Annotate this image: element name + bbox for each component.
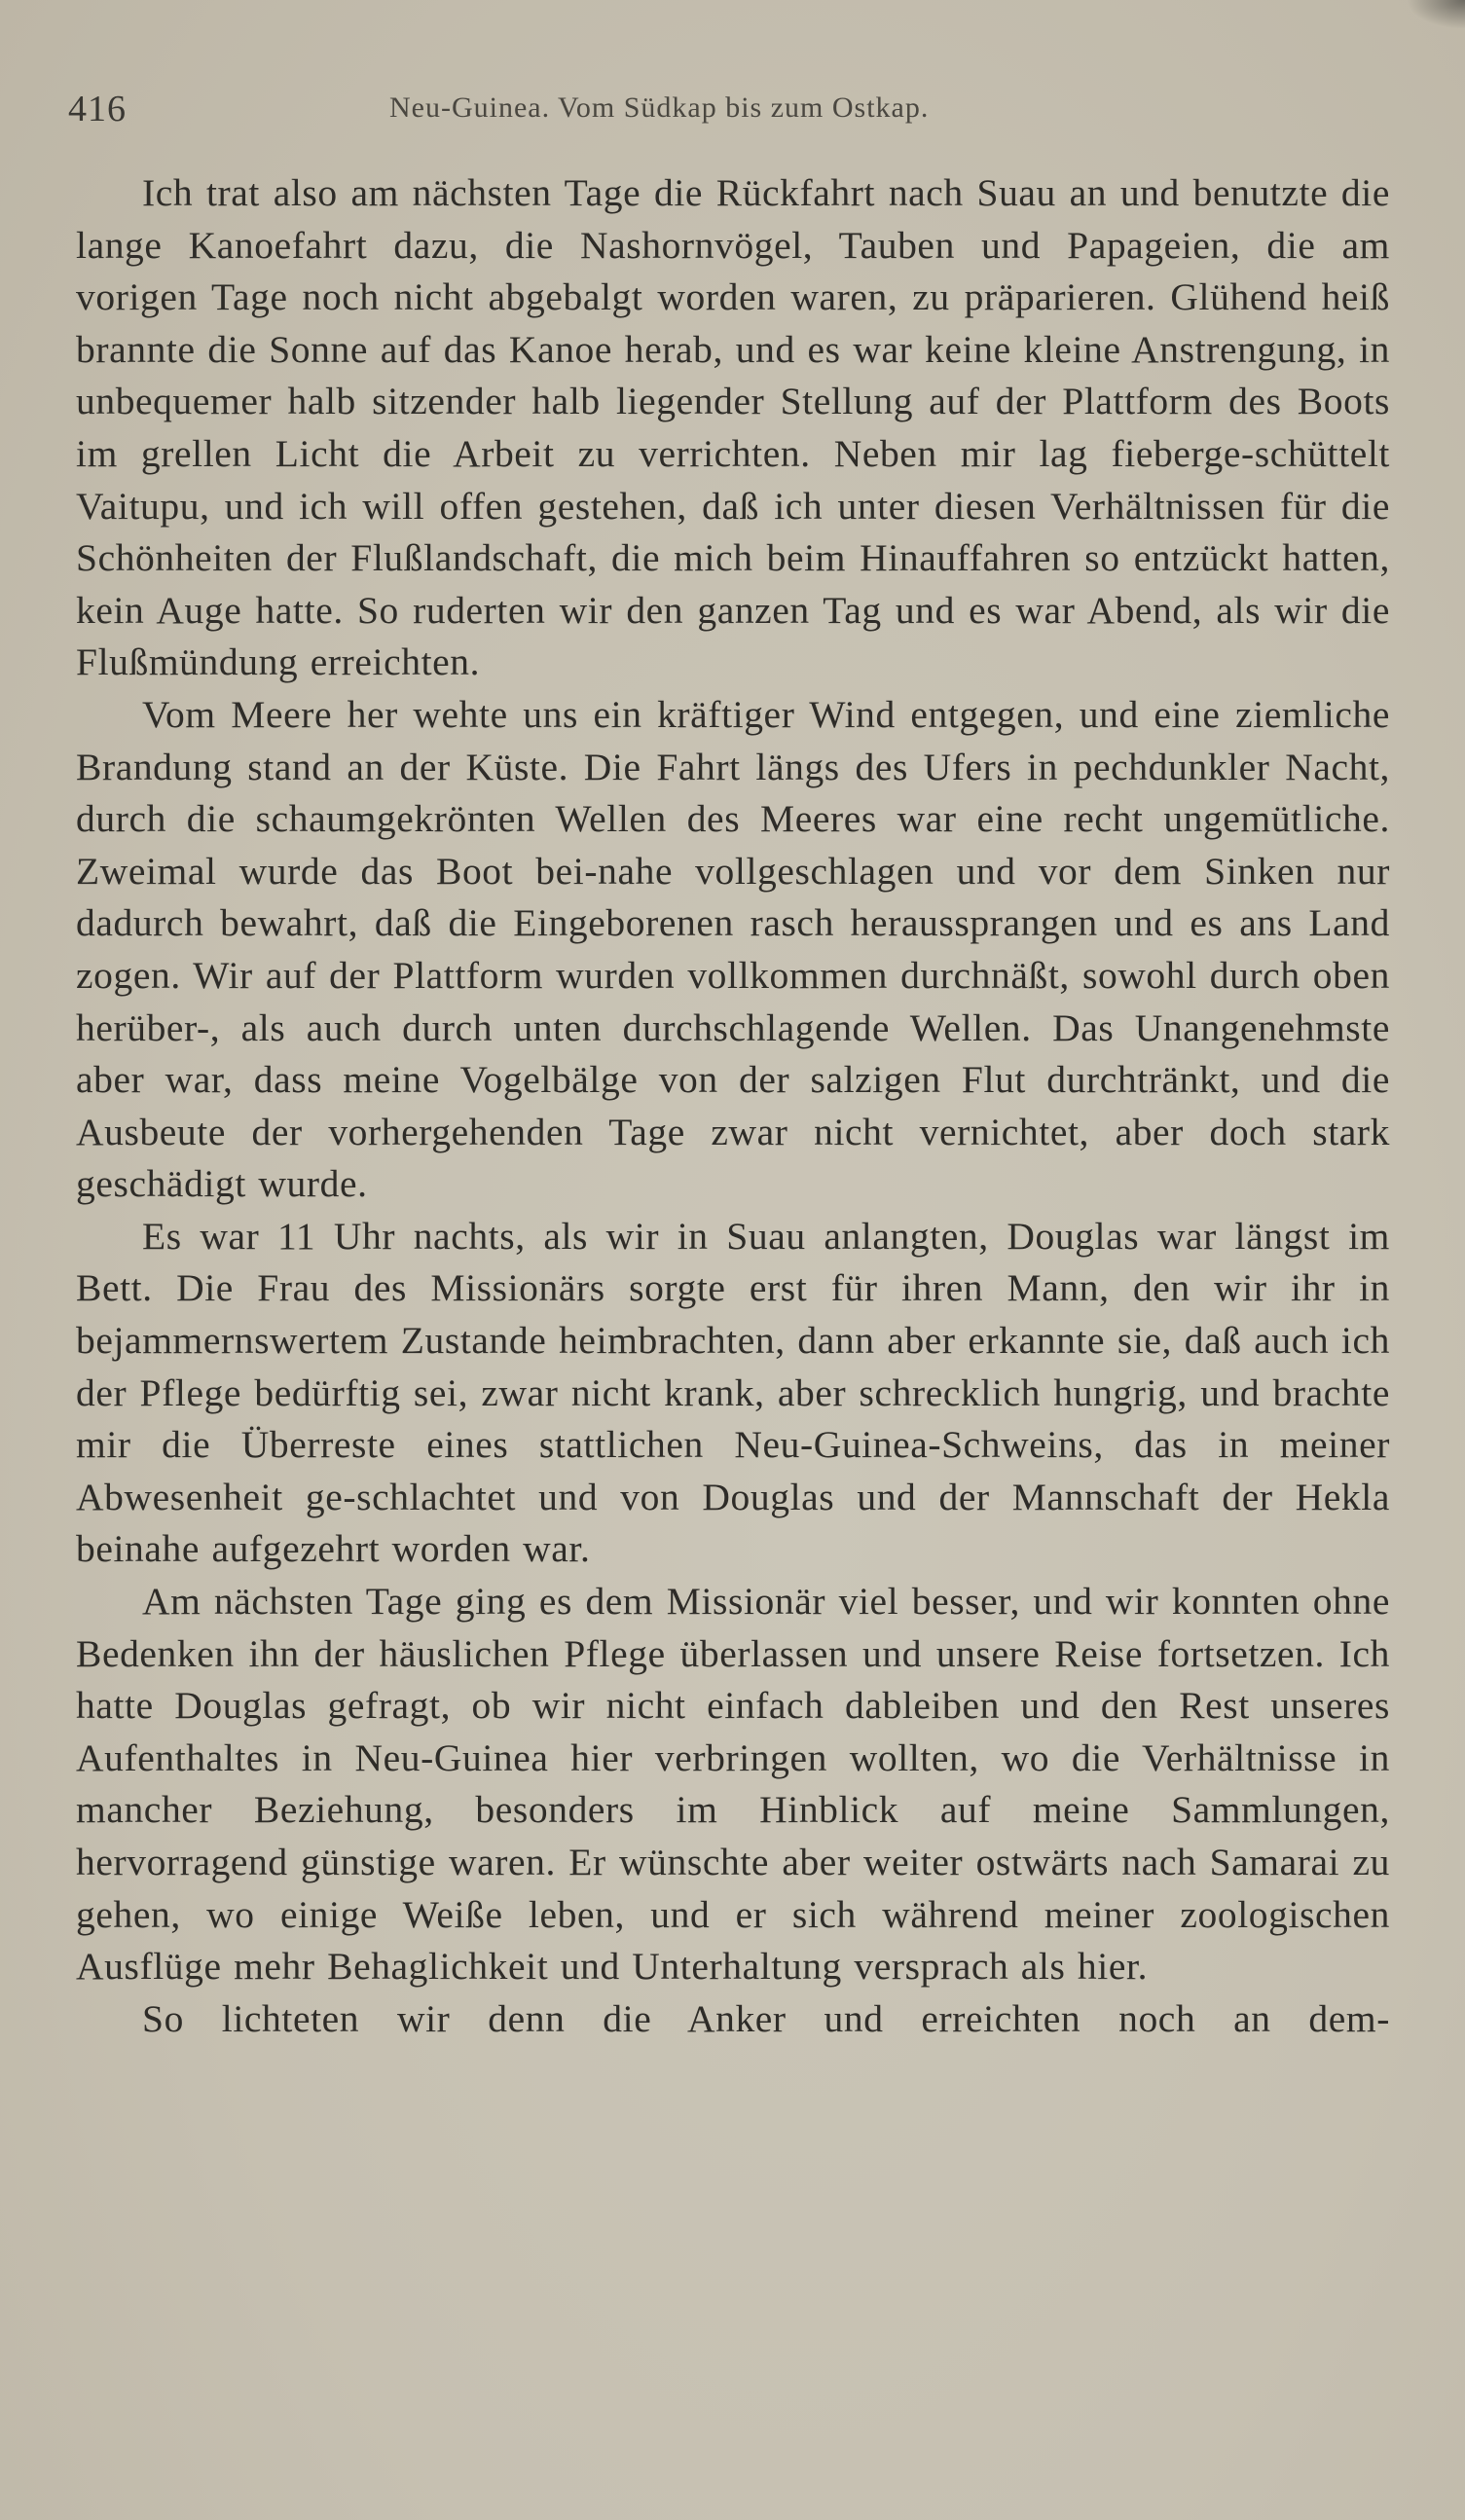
paragraph-3: Es war 11 Uhr nachts, als wir in Suau anlangten, Douglas war längst im Bett. Die Frau des Missionärs sorgte erst für ihren Mann, den wir ihr in bejammernswertem Zustande heimbrachten, dann aber erkannte sie, daß auch ich der Pflege bedürftig sei, zwar nicht krank, aber schrecklich hungrig, und brachte mir die Überreste eines stattlichen Neu-Guinea-Schweins, das in meiner Abwesenheit ge-schlachtet und von Douglas und der Mannschaft der Hekla beinahe aufgezehrt worden war. — [76, 1214, 1390, 1571]
paragraph-4: Am nächsten Tage ging es dem Missionär viel besser, und wir konnten ohne Bedenken ihn der häuslichen Pflege überlassen und unsere Reise fortsetzen. Ich hatte Douglas gefragt, ob wir nicht einfach dableiben und den Rest unseres Aufenthaltes in Neu-Guinea hier verbringen wollten, wo die Verhältnisse in mancher Beziehung, besonders im Hinblick auf meine Sammlungen, hervorragend günstige waren. Er wünschte aber weiter ostwärts nach Samarai zu gehen, wo einige Weiße leben, und er sich während meiner zoologischen Ausflüge mehr Behaglichkeit und Unterhaltung versprach als hier. — [76, 1580, 1390, 1989]
paragraph-2: Vom Meere her wehte uns ein kräftiger Wind entgegen, und eine ziemliche Brandung stand an der Küste. Die Fahrt längs des Ufers in pechdunkler Nacht, durch die schaumgekrönten Wellen des Meeres war eine recht ungemütliche. Zweimal wurde das Boot bei-nahe vollgeschlagen und vor dem Sinken nur dadurch bewahrt, daß die Eingeborenen rasch heraussprangen und es ans Land zogen. Wir auf der Plattform wurden vollkommen durchnäßt, sowohl durch oben herüber-, als auch durch unten durchschlagende Wellen. Das Unangenehmste aber war, dass meine Vogelbälge von der salzigen Flut durchtränkt, und die Ausbeute der vorhergehenden Tage zwar nicht vernichtet, aber doch stark geschädigt wurde. — [76, 692, 1390, 1206]
paragraph-5: So lichteten wir denn die Anker und erreichten noch an dem- — [142, 1996, 1390, 2040]
page-corner-shadow — [1407, 0, 1465, 29]
body-text — [76, 167, 1390, 2045]
paragraph-1: Ich trat also am nächsten Tage die Rückfahrt nach Suau an und benutzte die lange Kanoefahrt dazu, die Nashornvögel, Tauben und Papageien, die am vorigen Tage noch nicht abgebalgt worden waren, zu präparieren. Glühend heiß brannte die Sonne auf das Kanoe herab, und es war keine kleine Anstrengung, in unbequemer halb sitzender halb liegender Stellung auf der Plattform des Boots im grellen Licht die Arbeit zu verrichten. Neben mir lag fieberge-schüttelt Vaitupu, und ich will offen gestehen, daß ich unter diesen Verhältnissen für die Schönheiten der Flußlandschaft, die mich beim Hinauffahren so entzückt hatten, kein Auge hatte. So ruderten wir den ganzen Tag und es war Abend, als wir die Flußmündung erreichten. — [76, 171, 1390, 684]
page-header — [0, 88, 1465, 130]
page-number: 416 — [68, 89, 127, 129]
running-head: Neu-Guinea. Vom Südkap bis zum Ostkap. — [389, 91, 930, 124]
